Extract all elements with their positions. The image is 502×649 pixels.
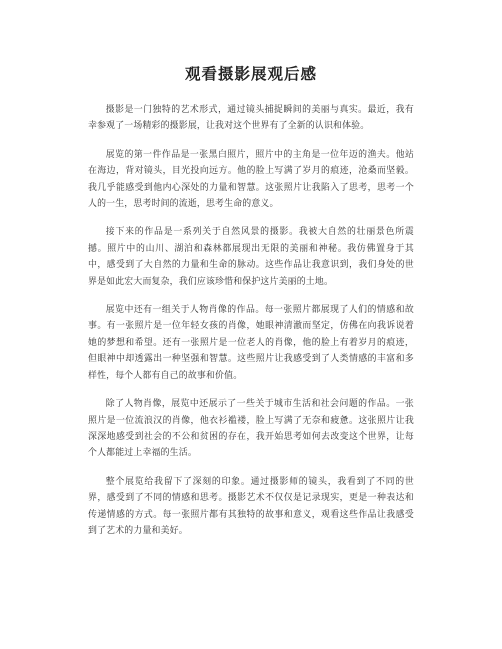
paragraph-6: 整个展览给我留下了深刻的印象。通过摄影师的镜头，我看到了不同的世界，感受到了不同的情感和思考。摄影艺术不仅仅是记录现实，更是一种表达和传递情感的方式。每一张照片都有其独特的故事和意义，观看这些作品让我感受到了艺术的力量和美好。 — [88, 476, 414, 536]
paragraph-3: 接下来的作品是一系列关于自然风景的摄影。我被大自然的壮丽景色所震撼。照片中的山川、湖泊和森林都展现出无限的美丽和神秘。我仿佛置身于其中，感受到了大自然的力量和生命的脉动。这些作品让我意识到，我们身处的世界是如此宏大而复杂，我们应该珍惜和保护这片美丽的土地。 — [88, 227, 414, 287]
paragraph-1: 摄影是一门独特的艺术形式，通过镜头捕捉瞬间的美丽与真实。最近，我有幸参观了一场精彩的摄影展，让我对这个世界有了全新的认识和体验。 — [88, 105, 414, 132]
paragraph-4: 展览中还有一组关于人物肖像的作品。每一张照片都展现了人们的情感和故事。有一张照片是一位年轻女孩的肖像，她眼神清澈而坚定，仿佛在向我诉说着她的梦想和希望。还有一张照片是一位老人的肖像，他的脸上有着岁月的痕迹，但眼神中却透露出一种坚强和智慧。这些照片让我感受到了人类情感的丰富和多样性，每个人都有自己的故事和价值。 — [88, 305, 414, 381]
document-title: 观看摄影展观后感 — [184, 65, 317, 83]
document-body — [88, 102, 414, 539]
paragraph-2: 展览的第一件作品是一张黑白照片，照片中的主角是一位年迈的渔夫。他站在海边，背对镜头，目光投向远方。他的脸上写满了岁月的痕迹，沧桑而坚毅。我几乎能感受到他内心深处的力量和智慧。这张照片让我陷入了思考，思考一个人的一生，思考时间的流逝，思考生命的意义。 — [88, 149, 414, 210]
paragraph-5: 除了人物肖像，展览中还展示了一些关于城市生活和社会问题的作品。一张照片是一位流浪汉的肖像，他衣衫褴褛，脸上写满了无奈和疲惫。这张照片让我深深地感受到社会的不公和贫困的存在，我开始思考如何去改变这个世界，让每个人都能过上幸福的生活。 — [88, 399, 414, 459]
